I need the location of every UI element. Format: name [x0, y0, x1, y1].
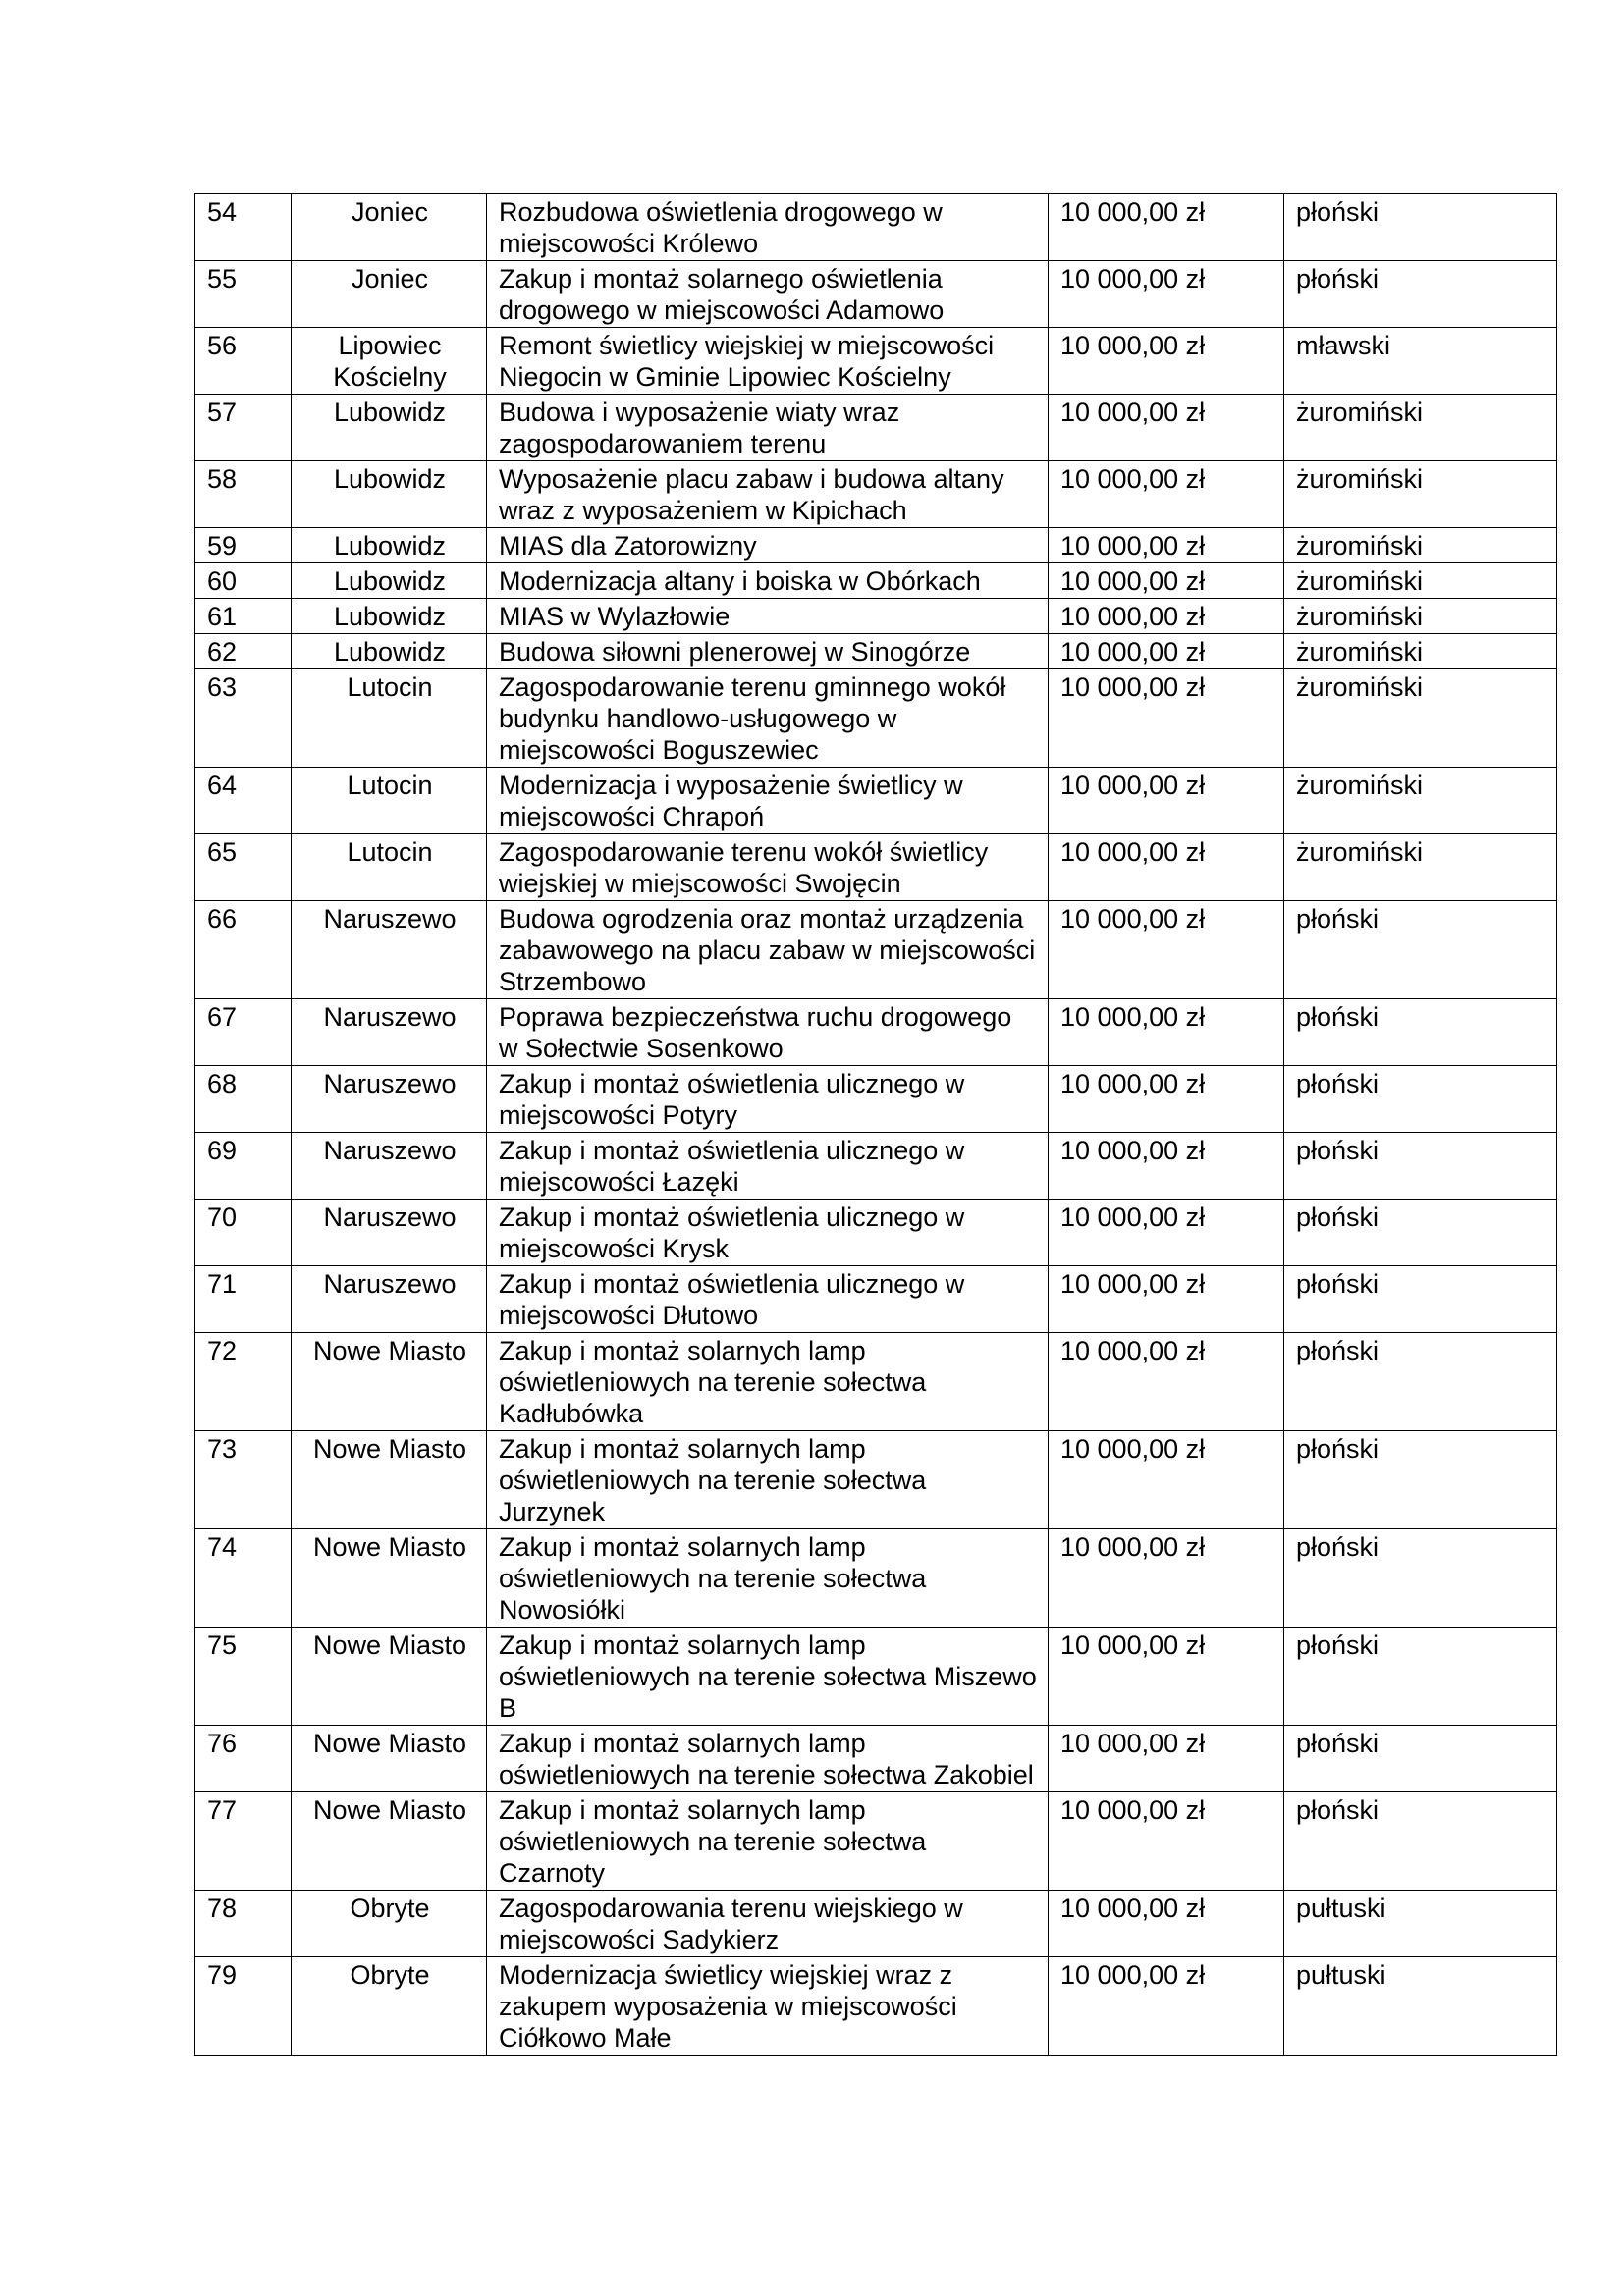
gmina-cell: Lubowidz: [292, 461, 487, 528]
gmina-cell: Obryte: [292, 1891, 487, 1957]
table-row: [195, 901, 1557, 999]
county-cell: płoński: [1284, 1133, 1557, 1200]
row-number-cell: 71: [195, 1266, 292, 1333]
task-cell: Budowa siłowni plenerowej w Sinogórze: [487, 634, 1049, 669]
grants-table-body: [195, 194, 1557, 2056]
table-row: [195, 768, 1557, 834]
row-number-cell: 55: [195, 261, 292, 328]
gmina-cell: Naruszewo: [292, 1133, 487, 1200]
table-row: [195, 563, 1557, 599]
amount-cell: 10 000,00 zł: [1049, 669, 1284, 768]
table-row: [195, 1266, 1557, 1333]
amount-cell: 10 000,00 zł: [1049, 461, 1284, 528]
row-number-cell: 56: [195, 328, 292, 395]
gmina-cell: Lubowidz: [292, 599, 487, 634]
county-cell: żuromiński: [1284, 395, 1557, 461]
county-cell: płoński: [1284, 1628, 1557, 1726]
table-row: [195, 1891, 1557, 1957]
county-cell: mławski: [1284, 328, 1557, 395]
row-number-cell: 72: [195, 1333, 292, 1431]
row-number-cell: 65: [195, 834, 292, 901]
task-cell: Zakup i montaż solarnych lamp oświetleniowych na terenie sołectwa Kadłubówka: [487, 1333, 1049, 1431]
task-cell: Budowa i wyposażenie wiaty wraz zagospodarowaniem terenu: [487, 395, 1049, 461]
table-row: [195, 1957, 1557, 2056]
county-cell: żuromiński: [1284, 634, 1557, 669]
county-cell: płoński: [1284, 901, 1557, 999]
row-number-cell: 61: [195, 599, 292, 634]
amount-cell: 10 000,00 zł: [1049, 1529, 1284, 1628]
gmina-cell: Joniec: [292, 261, 487, 328]
county-cell: żuromiński: [1284, 461, 1557, 528]
table-row: [195, 1628, 1557, 1726]
grants-table: [194, 193, 1557, 2056]
task-cell: Zakup i montaż solarnych lamp oświetleniowych na terenie sołectwa Czarnoty: [487, 1792, 1049, 1891]
task-cell: Wyposażenie placu zabaw i budowa altany wraz z wyposażeniem w Kipichach: [487, 461, 1049, 528]
task-cell: Zakup i montaż oświetlenia ulicznego w miejscowości Krysk: [487, 1200, 1049, 1266]
task-cell: Zakup i montaż solarnych lamp oświetleniowych na terenie sołectwa Nowosiółki: [487, 1529, 1049, 1628]
amount-cell: 10 000,00 zł: [1049, 1133, 1284, 1200]
amount-cell: 10 000,00 zł: [1049, 1333, 1284, 1431]
gmina-cell: Lubowidz: [292, 634, 487, 669]
amount-cell: 10 000,00 zł: [1049, 194, 1284, 261]
gmina-cell: Nowe Miasto: [292, 1529, 487, 1628]
task-cell: Zakup i montaż oświetlenia ulicznego w miejscowości Łazęki: [487, 1133, 1049, 1200]
county-cell: żuromiński: [1284, 834, 1557, 901]
county-cell: płoński: [1284, 1333, 1557, 1431]
table-row: [195, 669, 1557, 768]
gmina-cell: Naruszewo: [292, 1200, 487, 1266]
county-cell: płoński: [1284, 194, 1557, 261]
gmina-cell: Naruszewo: [292, 1066, 487, 1133]
gmina-cell: Lubowidz: [292, 395, 487, 461]
task-cell: Zakup i montaż oświetlenia ulicznego w miejscowości Dłutowo: [487, 1266, 1049, 1333]
gmina-cell: Lutocin: [292, 768, 487, 834]
county-cell: żuromiński: [1284, 768, 1557, 834]
row-number-cell: 69: [195, 1133, 292, 1200]
table-row: [195, 1792, 1557, 1891]
table-row: [195, 1529, 1557, 1628]
county-cell: płoński: [1284, 261, 1557, 328]
amount-cell: 10 000,00 zł: [1049, 1726, 1284, 1792]
table-row: [195, 1133, 1557, 1200]
row-number-cell: 63: [195, 669, 292, 768]
amount-cell: 10 000,00 zł: [1049, 1957, 1284, 2056]
gmina-cell: Nowe Miasto: [292, 1333, 487, 1431]
table-row: [195, 999, 1557, 1066]
amount-cell: 10 000,00 zł: [1049, 328, 1284, 395]
task-cell: Zakup i montaż solarnego oświetlenia drogowego w miejscowości Adamowo: [487, 261, 1049, 328]
amount-cell: 10 000,00 zł: [1049, 768, 1284, 834]
amount-cell: 10 000,00 zł: [1049, 1066, 1284, 1133]
row-number-cell: 66: [195, 901, 292, 999]
amount-cell: 10 000,00 zł: [1049, 1266, 1284, 1333]
amount-cell: 10 000,00 zł: [1049, 834, 1284, 901]
county-cell: żuromiński: [1284, 599, 1557, 634]
gmina-cell: Joniec: [292, 194, 487, 261]
table-row: [195, 261, 1557, 328]
task-cell: Budowa ogrodzenia oraz montaż urządzenia zabawowego na placu zabaw w miejscowości Strzembowo: [487, 901, 1049, 999]
table-row: [195, 395, 1557, 461]
task-cell: MIAS w Wylazłowie: [487, 599, 1049, 634]
county-cell: pułtuski: [1284, 1891, 1557, 1957]
amount-cell: 10 000,00 zł: [1049, 1628, 1284, 1726]
gmina-cell: Lubowidz: [292, 563, 487, 599]
task-cell: Remont świetlicy wiejskiej w miejscowości Niegocin w Gminie Lipowiec Kościelny: [487, 328, 1049, 395]
task-cell: Zakup i montaż solarnych lamp oświetleniowych na terenie sołectwa Jurzynek: [487, 1431, 1049, 1529]
task-cell: Zagospodarowania terenu wiejskiego w miejscowości Sadykierz: [487, 1891, 1049, 1957]
row-number-cell: 58: [195, 461, 292, 528]
row-number-cell: 73: [195, 1431, 292, 1529]
table-row: [195, 1200, 1557, 1266]
county-cell: płoński: [1284, 999, 1557, 1066]
row-number-cell: 75: [195, 1628, 292, 1726]
gmina-cell: Naruszewo: [292, 999, 487, 1066]
table-row: [195, 634, 1557, 669]
amount-cell: 10 000,00 zł: [1049, 395, 1284, 461]
task-cell: Modernizacja świetlicy wiejskiej wraz z zakupem wyposażenia w miejscowości Ciółkowo Małe: [487, 1957, 1049, 2056]
gmina-cell: Nowe Miasto: [292, 1628, 487, 1726]
amount-cell: 10 000,00 zł: [1049, 1792, 1284, 1891]
amount-cell: 10 000,00 zł: [1049, 634, 1284, 669]
row-number-cell: 78: [195, 1891, 292, 1957]
row-number-cell: 79: [195, 1957, 292, 2056]
gmina-cell: Nowe Miasto: [292, 1431, 487, 1529]
table-row: [195, 1066, 1557, 1133]
row-number-cell: 59: [195, 528, 292, 563]
gmina-cell: Nowe Miasto: [292, 1726, 487, 1792]
row-number-cell: 74: [195, 1529, 292, 1628]
row-number-cell: 70: [195, 1200, 292, 1266]
task-cell: Modernizacja i wyposażenie świetlicy w miejscowości Chrapoń: [487, 768, 1049, 834]
county-cell: pułtuski: [1284, 1957, 1557, 2056]
amount-cell: 10 000,00 zł: [1049, 528, 1284, 563]
county-cell: płoński: [1284, 1792, 1557, 1891]
county-cell: płoński: [1284, 1529, 1557, 1628]
table-row: [195, 1726, 1557, 1792]
row-number-cell: 60: [195, 563, 292, 599]
task-cell: Modernizacja altany i boiska w Obórkach: [487, 563, 1049, 599]
task-cell: Poprawa bezpieczeństwa ruchu drogowego w Sołectwie Sosenkowo: [487, 999, 1049, 1066]
county-cell: płoński: [1284, 1200, 1557, 1266]
gmina-cell: Lubowidz: [292, 528, 487, 563]
county-cell: płoński: [1284, 1431, 1557, 1529]
county-cell: żuromiński: [1284, 669, 1557, 768]
task-cell: Zakup i montaż oświetlenia ulicznego w miejscowości Potyry: [487, 1066, 1049, 1133]
gmina-cell: Lutocin: [292, 834, 487, 901]
gmina-cell: Naruszewo: [292, 901, 487, 999]
row-number-cell: 68: [195, 1066, 292, 1133]
row-number-cell: 77: [195, 1792, 292, 1891]
task-cell: Zakup i montaż solarnych lamp oświetleniowych na terenie sołectwa Zakobiel: [487, 1726, 1049, 1792]
amount-cell: 10 000,00 zł: [1049, 261, 1284, 328]
amount-cell: 10 000,00 zł: [1049, 901, 1284, 999]
table-row: [195, 599, 1557, 634]
task-cell: Zakup i montaż solarnych lamp oświetleniowych na terenie sołectwa Miszewo B: [487, 1628, 1049, 1726]
task-cell: Zagospodarowanie terenu wokół świetlicy wiejskiej w miejscowości Swojęcin: [487, 834, 1049, 901]
county-cell: płoński: [1284, 1726, 1557, 1792]
row-number-cell: 54: [195, 194, 292, 261]
row-number-cell: 67: [195, 999, 292, 1066]
county-cell: płoński: [1284, 1066, 1557, 1133]
table-row: [195, 1431, 1557, 1529]
gmina-cell: Lutocin: [292, 669, 487, 768]
amount-cell: 10 000,00 zł: [1049, 1200, 1284, 1266]
amount-cell: 10 000,00 zł: [1049, 563, 1284, 599]
table-row: [195, 834, 1557, 901]
gmina-cell: Nowe Miasto: [292, 1792, 487, 1891]
row-number-cell: 57: [195, 395, 292, 461]
table-row: [195, 328, 1557, 395]
task-cell: Zagospodarowanie terenu gminnego wokół budynku handlowo-usługowego w miejscowości Boguszewiec: [487, 669, 1049, 768]
row-number-cell: 76: [195, 1726, 292, 1792]
table-row: [195, 1333, 1557, 1431]
task-cell: Rozbudowa oświetlenia drogowego w miejscowości Królewo: [487, 194, 1049, 261]
amount-cell: 10 000,00 zł: [1049, 1891, 1284, 1957]
table-row: [195, 528, 1557, 563]
row-number-cell: 64: [195, 768, 292, 834]
county-cell: żuromiński: [1284, 528, 1557, 563]
amount-cell: 10 000,00 zł: [1049, 599, 1284, 634]
county-cell: żuromiński: [1284, 563, 1557, 599]
table-row: [195, 461, 1557, 528]
table-row: [195, 194, 1557, 261]
county-cell: płoński: [1284, 1266, 1557, 1333]
row-number-cell: 62: [195, 634, 292, 669]
amount-cell: 10 000,00 zł: [1049, 1431, 1284, 1529]
amount-cell: 10 000,00 zł: [1049, 999, 1284, 1066]
gmina-cell: Obryte: [292, 1957, 487, 2056]
gmina-cell: Naruszewo: [292, 1266, 487, 1333]
task-cell: MIAS dla Zatorowizny: [487, 528, 1049, 563]
gmina-cell: Lipowiec Kościelny: [292, 328, 487, 395]
